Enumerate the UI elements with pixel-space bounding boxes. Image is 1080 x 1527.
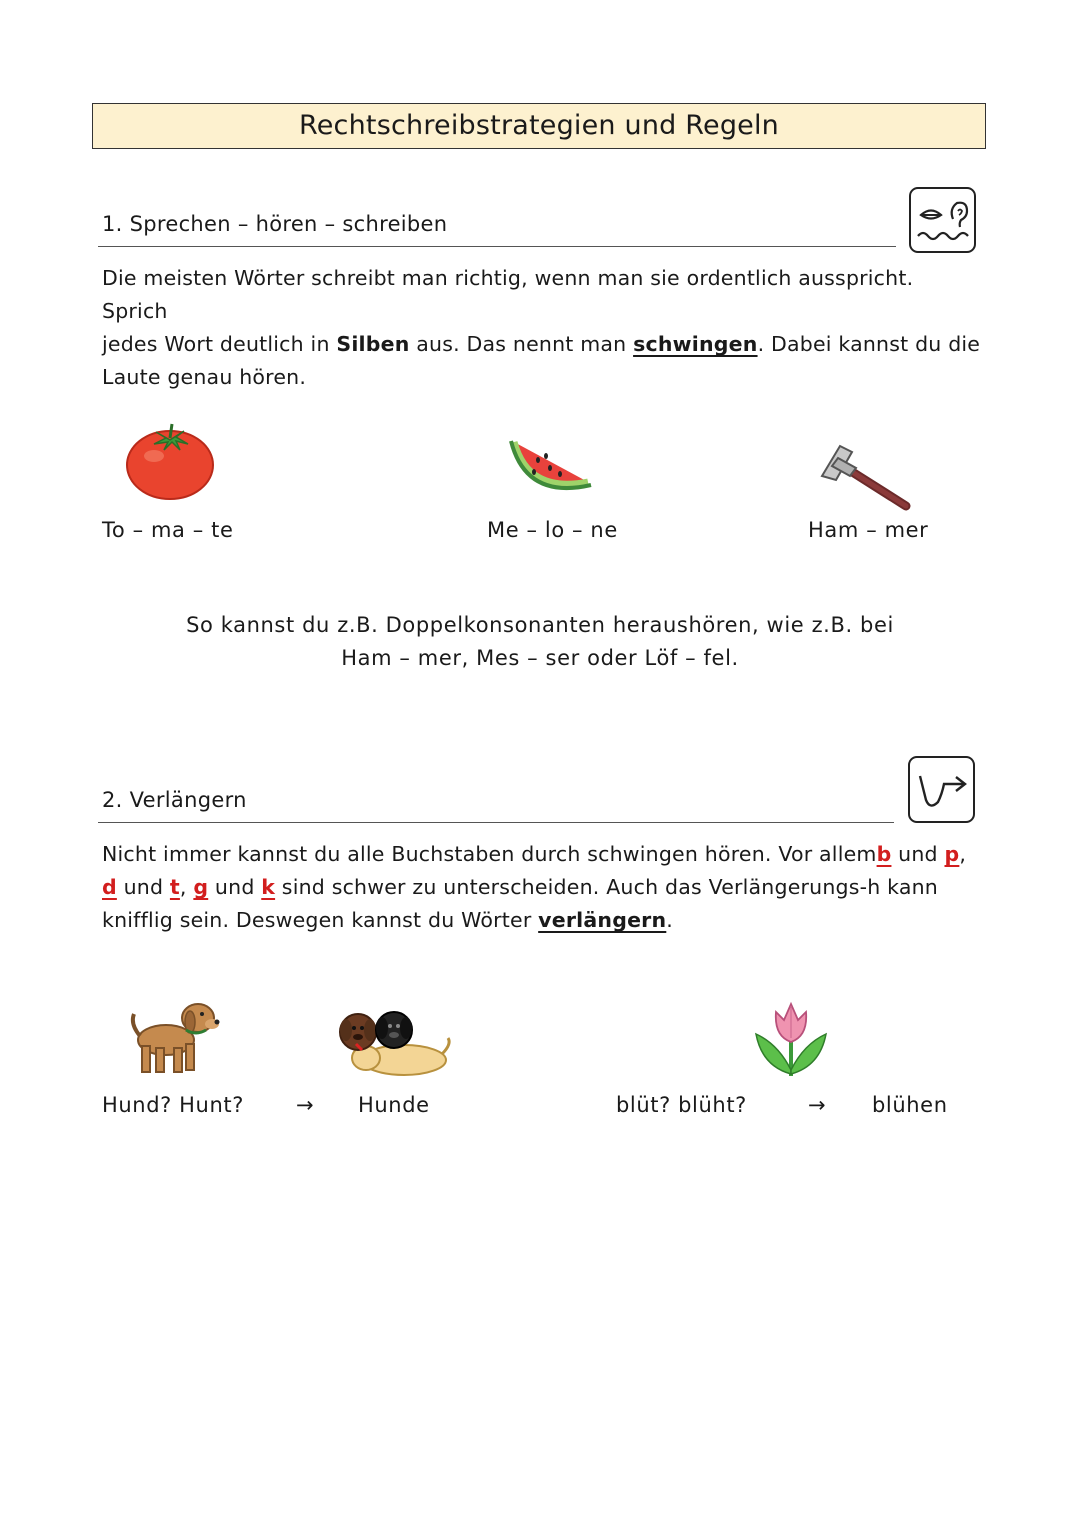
example-hammer-label: Ham – mer <box>808 518 929 542</box>
letter-t: t <box>169 875 180 899</box>
section-2-paragraph: Nicht immer kannst du alle Buchstaben durch schwingen hören. Vor allemb und p, d und t, g und k sind schwer zu unterscheiden. Auch das Verlängerungs-h kann knifflig sein. Deswegen kannst du Wörter verlängern. <box>102 842 967 932</box>
mouth-ear-wave-icon <box>909 187 976 253</box>
example-dog-answer: Hunde <box>358 1093 430 1117</box>
section-1-rule <box>98 246 896 247</box>
hammer-icon <box>818 438 914 514</box>
letter-b: b <box>876 842 892 866</box>
example-dog-arrow: → <box>296 1093 315 1117</box>
section-1-heading: 1. Sprechen – hören – schreiben <box>102 212 448 236</box>
double-consonant-note-line-1: So kannst du z.B. Doppelkonsonanten heraushören, wie z.B. bei <box>186 613 894 637</box>
example-tulip-arrow: → <box>808 1093 827 1117</box>
example-tulip-answer: blühen <box>872 1093 948 1117</box>
schwingen-term: schwingen <box>633 332 758 356</box>
letter-g: g <box>193 875 209 899</box>
section-1-paragraph: Die meisten Wörter schreibt man richtig, wenn man sie ordentlich ausspricht. Sprich jedes Wort deutlich in Silben aus. Das nennt man schwingen. Dabei kannst du die Laute genau hören. <box>102 266 981 389</box>
verlaengern-term: verlängern <box>538 908 667 932</box>
example-watermelon-label: Me – lo – ne <box>487 518 618 542</box>
letter-k: k <box>261 875 276 899</box>
puppies-icon <box>330 1004 454 1080</box>
double-consonant-note-line-2: Ham – mer, Mes – ser oder Löf – fel. <box>341 646 739 670</box>
section-2-heading: 2. Verlängern <box>102 788 247 812</box>
example-tomato-label: To – ma – te <box>102 518 234 542</box>
letter-d: d <box>102 875 117 899</box>
section-2-rule <box>98 822 894 823</box>
lengthen-arrow-icon <box>908 756 975 823</box>
dog-icon <box>126 994 220 1076</box>
example-tulip-question: blüt? blüht? <box>616 1093 747 1117</box>
letter-p: p <box>944 842 960 866</box>
page-title: Rechtschreibstrategien und Regeln <box>92 103 986 149</box>
example-dog-question: Hund? Hunt? <box>102 1093 244 1117</box>
tomato-icon <box>124 420 216 502</box>
watermelon-icon <box>508 432 594 502</box>
tulip-icon <box>752 1000 830 1080</box>
silben-term: Silben <box>336 332 410 356</box>
